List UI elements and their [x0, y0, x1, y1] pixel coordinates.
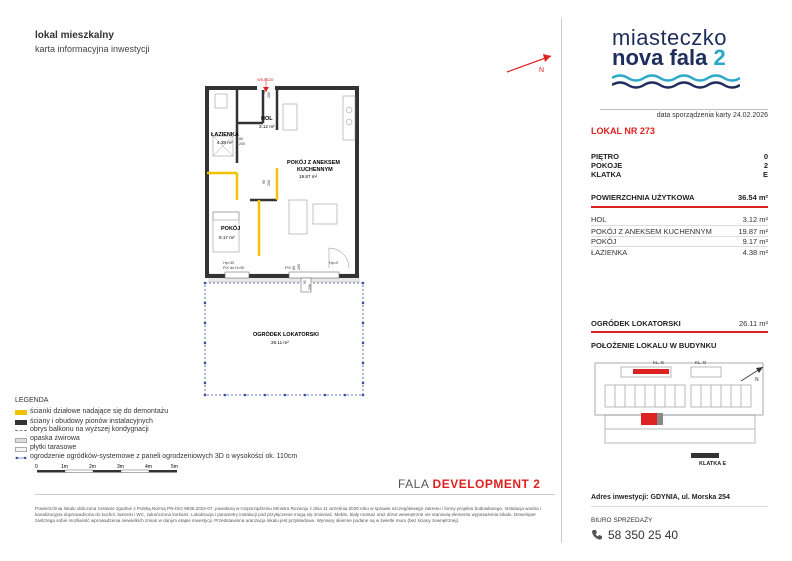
door-room-height: 200 [267, 180, 271, 186]
garden-area: 26.11 m² [271, 340, 289, 345]
logo-line1: miasteczko [612, 25, 728, 50]
legend-item-balcony: obrys balkonu na wyższej kondygnacji [30, 426, 149, 433]
unit-number: LOKAL NR 273 [591, 126, 655, 136]
floor-plan [195, 78, 375, 400]
brand-part2: DEVELOPMENT 2 [432, 477, 541, 491]
rooms-value: 2 [763, 161, 768, 170]
door-entry-width: 90 [262, 90, 266, 94]
door-balcony-height: 200 [297, 264, 301, 270]
address-label: Adres inwestycji: [591, 494, 649, 501]
north-arrow-icon [505, 50, 555, 80]
staircase-value: E [762, 170, 768, 179]
step-length: 236 [308, 284, 312, 290]
legend-item-partition: ścianki działowe nadające się do demontażu [30, 408, 169, 415]
room-lazienka-label: ŁAZIENKA [591, 248, 628, 257]
legend-title: LEGENDA [15, 397, 49, 404]
room-hol-value: 3.12 m² [742, 215, 768, 224]
kitchen-name-1: POKÓJ Z ANEKSEM [287, 160, 340, 166]
room-pokoj-value: 9.17 m² [742, 237, 768, 246]
compass-label: N [539, 67, 545, 74]
window-sill-height: Hp=30 [223, 261, 235, 265]
site-label-klatka: KLATKA E [699, 461, 727, 467]
door-bath-height: 200 [239, 142, 245, 146]
door-room-width: 90 [262, 180, 266, 184]
garden-name: OGRÓDEK LOKATORSKI [253, 332, 319, 338]
site-label-kl-e: KL. E [653, 360, 665, 365]
fix-label: FIX [285, 266, 291, 270]
legend-item-gravel: opaska żwirowa [30, 435, 80, 442]
phone-number[interactable]: 58 350 25 40 [608, 528, 679, 542]
pokoj-name: POKÓJ [221, 226, 241, 232]
scale-1m: 1m [61, 464, 68, 470]
scale-2m: 2m [89, 464, 96, 470]
door-bath-width: 80 [239, 137, 243, 141]
hol-name: HOL [261, 116, 273, 122]
door-entry-height: 200 [267, 92, 271, 98]
investment-address [591, 494, 730, 501]
legend-swatch-walls [15, 420, 27, 425]
floor-value: 0 [763, 152, 768, 161]
site-compass-label: N [755, 377, 759, 383]
step-width: 90 [303, 280, 307, 284]
room-kitchen-label: POKÓJ Z ANEKSEM KUCHENNYM [591, 227, 712, 236]
footer-divider [35, 494, 555, 495]
scale-bar [35, 462, 185, 480]
row-divider [591, 225, 768, 226]
legend-item-tiles: płytki tarasowe [30, 444, 77, 451]
door-balcony-width: 80 [292, 266, 296, 270]
entry-label: WEJŚCIE [257, 78, 274, 82]
site-plan [591, 353, 768, 471]
rooms-label: POKOJE [591, 161, 623, 170]
row-divider [591, 246, 768, 247]
garden-value: 26.11 m² [738, 319, 768, 328]
room-hol-label: HOL [591, 215, 607, 224]
room-pokoj-label: POKÓJ [591, 237, 617, 246]
floor-label: PIĘTRO [591, 152, 619, 161]
developer-brand [398, 477, 540, 491]
phone-icon [591, 528, 603, 546]
hol-area: 3.12 m² [259, 124, 275, 129]
sales-office-label: BIURO SPRZEDAŻY [591, 517, 653, 524]
area-divider [591, 206, 768, 208]
scale-3m: 3m [117, 464, 124, 470]
brand-part1: FALA [398, 477, 429, 491]
legend-item-walls: ściany i obudowy pionów instalacyjnych [30, 418, 153, 425]
scale-4m: 4m [145, 464, 152, 470]
garden-label: OGRÓDEK LOKATORSKI [591, 319, 681, 328]
scale-0: 0 [35, 464, 38, 470]
lazienka-name: ŁAZIENKA [211, 132, 239, 138]
site-label-kl-d: KL. D [695, 360, 707, 365]
logo-waves-icon [612, 73, 740, 91]
legend-swatch-fence [15, 455, 27, 461]
location-title: POŁOŻENIE LOKALU W BUDYNKU [591, 341, 717, 350]
legal-footnote: Powierzchnia lokalu obliczona zostanie zgodnie z Polską Normą PN-ISO 9836:2022-07, powołaną w rozporządzeniu Ministra Rozwoju z dnia 11 września 2020 roku w sprawie szczegółowego zakresu i formy projektu budowlanego. Instalacja wodna i kanalizacyjna doprowadzona do kuchni, łazienki i WC, zakończona korkami. Lokalizacja i parametry instalacji pod przyłączenie mogą się zmieniać. Meble, biały montaż oraz drzwi wewnętrzne nie stanowią elementu wyposażenia lokalu. Deweloper zastrzega sobie możliwość wprowadzenia niewielkich zmian w danym etapie inwestycji. Przedstawiona aranżacja lokalu jest przykładowa. Wymiary okienne podane są w świetle muru (bez ściany zewnętrznej). [35, 506, 542, 523]
address-value: GDYNIA, ul. Morska 254 [650, 494, 730, 501]
legend-swatch-gravel [15, 438, 27, 443]
legend-swatch-balcony [15, 430, 27, 431]
pokoj-area: 9.17 m² [219, 235, 235, 240]
document-subtitle: karta informacyjna inwestycji [35, 44, 150, 54]
logo-line2 [612, 45, 726, 71]
room-lazienka-value: 4.38 m² [742, 248, 768, 257]
legend-item-fence: ogrodzenie ogródków-systemowe z paneli ogrodzeniowych 3D o wysokości ok. 110cm [30, 453, 298, 460]
window-fix-height: FIX do H=90 [223, 266, 245, 270]
logo-name: nova fala [612, 45, 708, 70]
kitchen-area: 19.87 m² [299, 174, 318, 179]
legend-swatch-tiles [15, 447, 27, 452]
legend-swatch-partition [15, 410, 27, 415]
scale-5m: 5m [171, 464, 178, 470]
staircase-label: KLATKA [591, 170, 622, 179]
document-type: lokal mieszkalny [35, 30, 114, 41]
address-divider [591, 506, 768, 507]
lazienka-area: 4.38 m² [217, 140, 233, 145]
door-sill-height: Hp=0 [329, 261, 339, 265]
page-divider [561, 18, 562, 543]
kitchen-name-2: KUCHENNYM [297, 167, 333, 173]
usable-area-label: POWIERZCHNIA UŻYTKOWA [591, 193, 695, 202]
room-kitchen-value: 19.87 m² [738, 227, 768, 236]
logo-number: 2 [713, 45, 726, 70]
usable-area-value: 36.54 m² [737, 193, 768, 202]
date-created: data sporządzenia karty 24.02.2026 [600, 109, 768, 119]
garden-divider [591, 331, 768, 333]
